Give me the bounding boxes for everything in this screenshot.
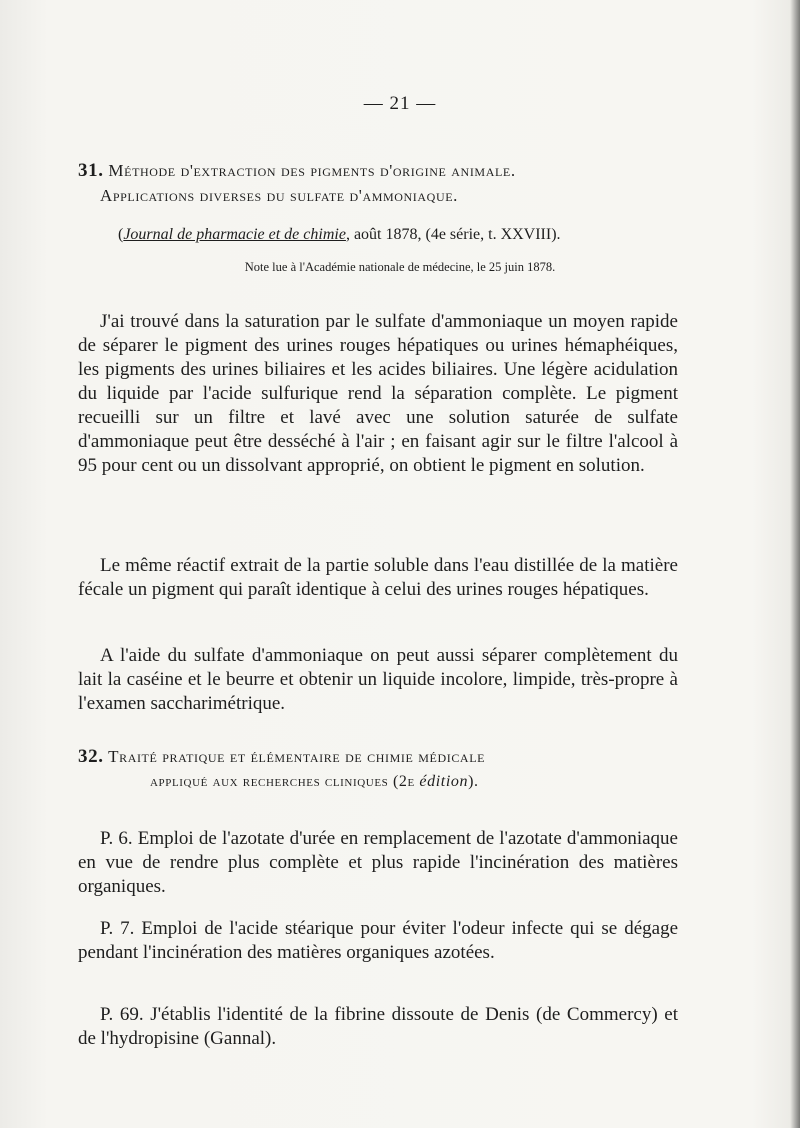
page-edge-shadow — [790, 0, 800, 1128]
paragraph-31-2: Le même réactif extrait de la partie soluble dans l'eau distillée de la matière fécale un pigment qui paraît identique à celui des urines rouges hépatiques. — [78, 555, 678, 600]
citation — [118, 226, 561, 244]
section-31-number: 31. — [78, 160, 104, 181]
section-31-heading — [78, 160, 718, 182]
paragraph-32-1: P. 6. Emploi de l'azotate d'urée en remplacement de l'azotate d'ammoniaque en vue de rendre plus complète et plus rapide l'incinération des matières organiques. — [78, 828, 678, 897]
section-32-title-text: appliqué aux recherches cliniques (2e — [150, 773, 420, 790]
paragraph-31-1: J'ai trouvé dans la saturation par le sulfate d'ammoniaque un moyen rapide de séparer le pigment des urines rouges hépatiques ou urines hémaphéiques, les pigments des urines biliaires et les acides biliaires. Une légère acidulation du liquide par l'acide sulfurique rend la séparation complète. Le pigment recueilli sur un filtre et lavé avec une solution saturée de sulfate d'ammoniaque peut être desséché à l'air ; en faisant agir sur le filtre l'alcool à 95 pour cent ou un dissolvant approprié, on obtient le pigment en solution. — [78, 311, 678, 476]
citation-open: ( — [118, 226, 124, 243]
edition-word: édition — [419, 773, 469, 790]
section-31-title-line2: Applications diverses du sulfate d'ammoniaque. — [100, 186, 458, 205]
paragraph-31-3: A l'aide du sulfate d'ammoniaque on peut aussi séparer complètement du lait la caséine et le beurre et obtenir un liquide incolore, limpide, très-propre à l'examen saccharimétrique. — [78, 645, 678, 714]
paragraph-32-2: P. 7. Emploi de l'acide stéarique pour éviter l'odeur infecte qui se dégage pendant l'incinération des matières organiques azotées. — [78, 918, 678, 963]
page-number: — 21 — — [363, 93, 437, 114]
section-31-title-line1: Méthode d'extraction des pigments d'origine animale. — [108, 161, 516, 180]
reading-note: Note lue à l'Académie nationale de médecine, le 25 juin 1878. — [244, 260, 556, 274]
paragraph-32-3: P. 69. J'établis l'identité de la fibrine dissoute de Denis (de Commercy) et de l'hydropisine (Gannal). — [78, 1004, 678, 1049]
citation-details: , août 1878, (4e série, t. XXVIII). — [345, 226, 561, 243]
journal-title: Journal de pharmacie et de chimie — [123, 226, 346, 243]
section-32-heading — [78, 746, 718, 768]
section-32-title-line1: Traité pratique et élémentaire de chimie médicale — [108, 747, 486, 766]
section-32-title-end: ). — [468, 773, 479, 790]
section-32-number: 32. — [78, 746, 104, 767]
section-32-title-line2 — [150, 773, 479, 791]
